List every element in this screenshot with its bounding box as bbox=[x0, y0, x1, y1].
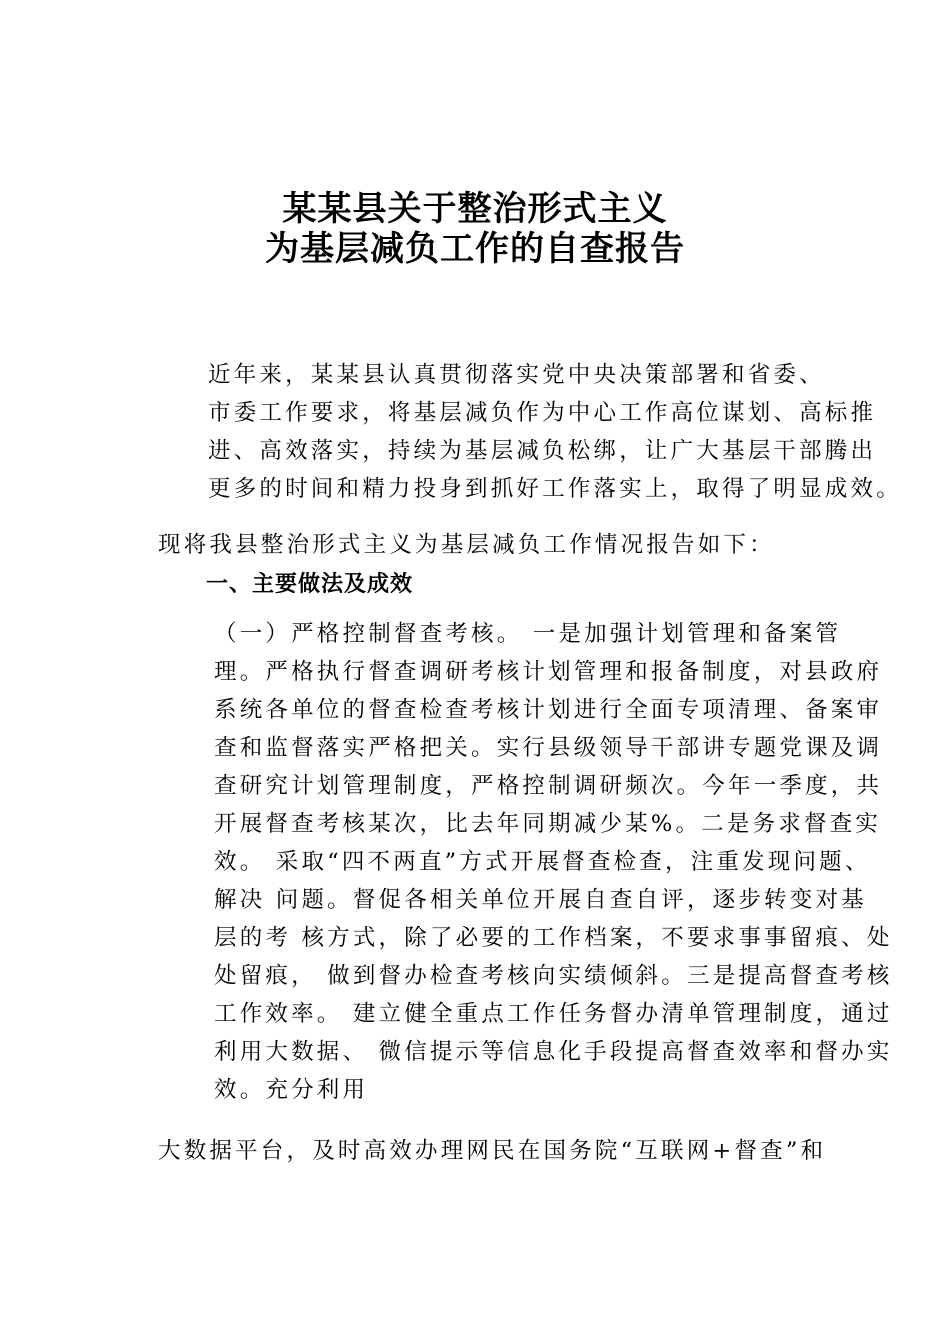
section-paragraph bbox=[158, 615, 893, 1109]
report-intro-line: 现将我县整治形式主义为基层减负工作情况报告如下： bbox=[158, 532, 775, 558]
document-title-line-2: 为基层减负工作的自查报告 bbox=[265, 229, 685, 269]
paragraph-line: 效。 采取“四不两直”方式开展督查检查，注重发现问题、 bbox=[214, 849, 871, 875]
paragraph-line: 近年来，某某县认真贯彻落实党中央决策部署和省委、 bbox=[208, 362, 825, 388]
paragraph-line: （一）严格控制督查考核。 一是加强计划管理和备案管 bbox=[214, 621, 842, 647]
paragraph-line: 工作效率。 建立健全重点工作任务督办清单管理制度，通过 bbox=[214, 1001, 893, 1027]
paragraph-line: 查研究计划管理制度，严格控制调研频次。今年一季度，共 bbox=[214, 773, 883, 799]
paragraph-line: 系统各单位的督查检查考核计划进行全面专项清理、备案审 bbox=[214, 697, 883, 723]
paragraph-line: 市委工作要求，将基层减负作为中心工作高位谋划、高标推 bbox=[208, 400, 877, 426]
paragraph-line: 更多的时间和精力投身到抓好工作落实上，取得了明显成效。 bbox=[208, 476, 902, 502]
paragraph-line: 解决 问题。督促各相关单位开展自查自评，逐步转变对基 bbox=[214, 887, 867, 913]
paragraph-line: 层的考 核方式，除了必要的工作档案，不要求事事留痕、处 bbox=[214, 925, 893, 951]
paragraph-line: 开展督查考核某次，比去年同期减少某%。二是务求督查实 bbox=[214, 811, 882, 837]
section-heading: 一、主要做法及成效 bbox=[206, 572, 414, 597]
paragraph-line: 理。严格执行督查调研考核计划管理和报备制度，对县政府 bbox=[214, 659, 883, 685]
paragraph-line: 查和监督落实严格把关。实行县级领导干部讲专题党课及调 bbox=[214, 735, 883, 761]
paragraph-line: 进、高效落实，持续为基层减负松绑，让广大基层干部腾出 bbox=[208, 438, 877, 464]
paragraph-line: 利用大数据、 微信提示等信息化手段提高督查效率和督办实 bbox=[214, 1039, 893, 1065]
document-title-line-1: 某某县关于整治形式主义 bbox=[282, 189, 668, 229]
paragraph-line: 效。充分利用 bbox=[214, 1077, 369, 1103]
paragraph-line: 处留痕， 做到督办检查考核向实绩倾斜。三是提高督查考核 bbox=[214, 963, 893, 989]
continuation-paragraph: 大数据平台，及时高效办理网民在国务院“互联网+督查”和 bbox=[158, 1138, 827, 1164]
intro-paragraph bbox=[158, 356, 902, 508]
